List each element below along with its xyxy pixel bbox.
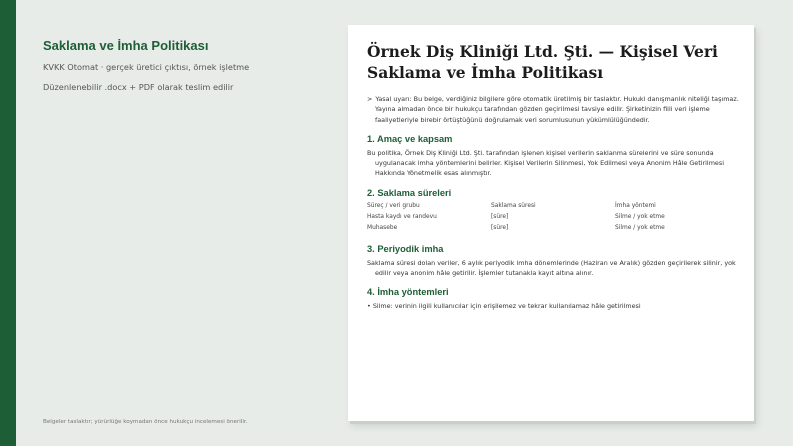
retention-table: [367, 202, 697, 235]
footnote: Belgeler taslaktır; yürürlüğe koymadan önce hukukçu incelemesi önerilir.: [43, 419, 248, 425]
table-row: [367, 224, 697, 235]
legal-notice-text: Yasal uyarı: Bu belge, verdiğiniz bilgilere göre otomatik üretilmiş bir taslaktır. Hukuki danışmanlık niteliği taşımaz. Yayına almadan önce bir hukukçu tarafından gözden geçirilmesi tavsiye edilir. Şirketinizin fiili veri işleme faaliyetleriyle birebir örtüştüğünü doğrulamak veri sorumlusunun yükümlülüğündedir.: [375, 95, 739, 124]
document-content: [367, 41, 739, 312]
section-heading-methods: 4. İmha yöntemleri: [367, 287, 449, 298]
sidebar-title: Saklama ve İmha Politikası: [43, 38, 209, 53]
table-row: [367, 213, 697, 224]
bullet-marker: •: [367, 302, 371, 311]
section-body-purpose: Bu politika, Örnek Diş Kliniği Ltd. Şti. tarafından işlenen kişisel verilerin saklanma sürelerini ve süre sonunda uygulanacak imha yöntemlerini belirler. Kişisel Verilerin Silinmesi, Yok Edilmesi veya Anonim Hâle Getirilmesi Hakkında Yönetmelik esas alınmıştır.: [367, 148, 724, 178]
section-heading-retention: 2. Saklama süreleri: [367, 187, 452, 198]
column-header: İmha yöntemi: [615, 202, 656, 209]
table-cell: Hasta kaydı ve randevu: [367, 213, 437, 220]
list-item: [367, 301, 739, 311]
section-heading-periodic: 3. Periyodik imha: [367, 243, 444, 254]
section-body-periodic: Saklama süresi dolan veriler, 6 aylık periyodik imha dönemlerinde (Haziran ve Aralık) gözden geçirilerek silinir, yok edilir veya anonim hâle getirilir. İşlemler tutanakla kayıt altına alınır.: [367, 258, 736, 278]
list-item-text: Silme: verinin ilgili kullanıcılar için erişilemez ve tekrar kullanılamaz hâle getirilmesi: [372, 302, 641, 311]
column-header: Saklama süresi: [491, 202, 536, 209]
table-cell: Silme / yok etme: [615, 224, 665, 231]
table-cell: Silme / yok etme: [615, 213, 665, 220]
table-cell: [süre]: [491, 224, 509, 231]
table-header-row: [367, 202, 697, 213]
accent-bar: [0, 0, 16, 446]
notice-marker: >: [367, 95, 373, 103]
column-header: Süreç / veri grubu: [367, 202, 420, 209]
section-heading-purpose: 1. Amaç ve kapsam: [367, 133, 453, 144]
document-title: Örnek Diş Kliniği Ltd. Şti. — Kişisel Veri Saklama ve İmha Politikası: [367, 42, 718, 82]
table-cell: Muhasebe: [367, 224, 398, 231]
sidebar-subtitle: KVKK Otomat · gerçek üretici çıktısı, örnek işletme: [43, 62, 250, 72]
document-page: [348, 25, 754, 421]
legal-notice: [367, 94, 739, 125]
sidebar-delivery-note: Düzenlenebilir .docx + PDF olarak teslim edilir: [43, 82, 234, 92]
table-cell: [süre]: [491, 213, 509, 220]
sidebar: [43, 38, 323, 102]
